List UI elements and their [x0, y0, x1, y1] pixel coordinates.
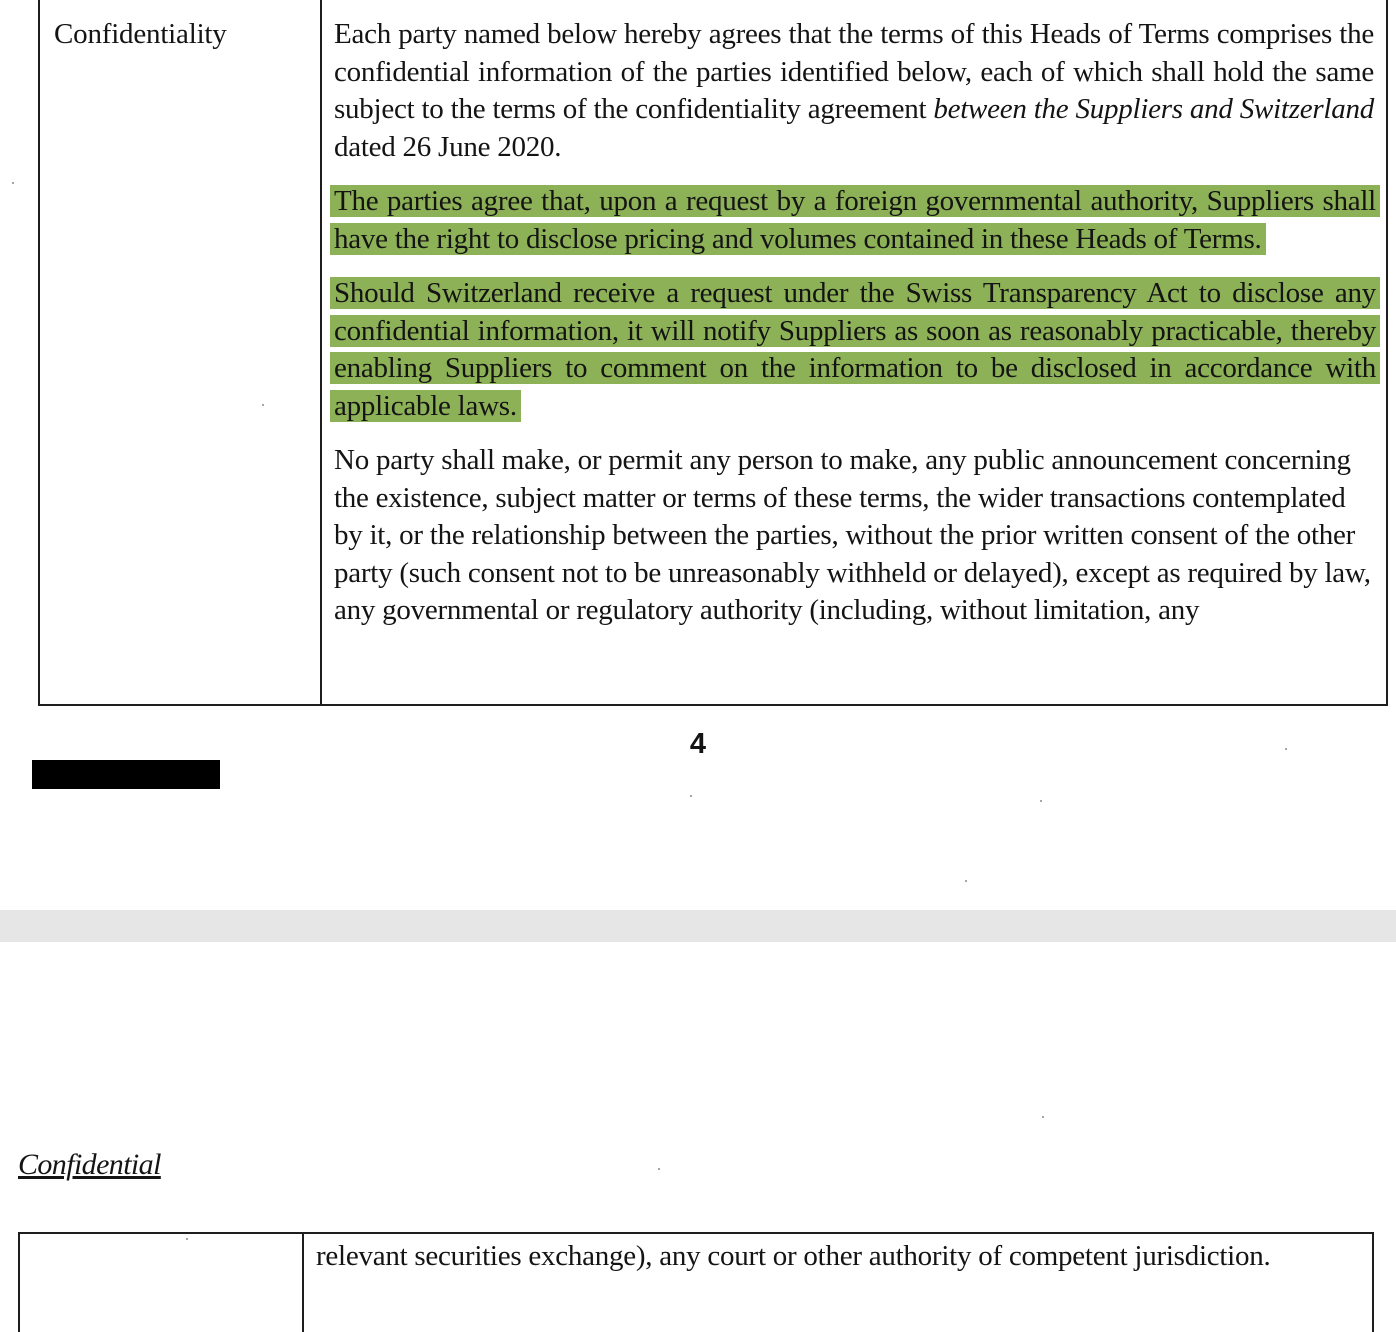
scan-speck	[1285, 748, 1287, 750]
confidentiality-clause	[334, 16, 1374, 630]
scan-speck	[12, 182, 14, 184]
redaction-box	[32, 760, 220, 789]
page-number: 4	[689, 728, 707, 760]
scan-speck	[186, 1238, 188, 1240]
highlight: The parties agree that, upon a request by a foreign governmental authority, Suppliers shall have the right to disclose pricing and volumes contained in these Heads of Terms.	[330, 185, 1380, 255]
column-divider	[302, 1234, 304, 1332]
clause-paragraph-4: No party shall make, or permit any person to make, any public announcement concerning the existence, subject matter or terms of these terms, the wider transactions contemplated by it, or the relationship between the parties, without the prior written consent of the other party (such consent not to be unreasonably withheld or delayed), except as required by law, any governmental or regulatory authority (including, without limitation, any	[334, 444, 1371, 626]
scan-speck	[1042, 1116, 1044, 1118]
terms-table-continued	[18, 1232, 1374, 1332]
scan-speck	[262, 404, 264, 406]
scan-speck	[965, 880, 967, 882]
page-separator	[0, 910, 1396, 942]
scan-speck	[658, 1168, 660, 1170]
scan-speck	[690, 795, 692, 797]
scan-speck	[1040, 800, 1042, 802]
confidential-header: Confidential	[18, 1148, 161, 1181]
highlight: Should Switzerland receive a request under the Swiss Transparency Act to disclose any confidential information, it will notify Suppliers as soon as reasonably practicable, thereby enabling Suppliers to comment on the information to be disclosed in accordance with applicable laws.	[330, 277, 1380, 422]
clause-paragraph-3-highlighted	[334, 275, 1374, 425]
row-label-confidentiality: Confidentiality	[54, 18, 227, 50]
clause-continuation: relevant securities exchange), any court or other authority of competent jurisdiction.	[316, 1240, 1271, 1272]
document-page-5	[0, 942, 1396, 1332]
column-divider	[320, 0, 322, 704]
terms-table	[38, 0, 1388, 706]
clause-paragraph-1: Each party named below hereby agrees that the terms of this Heads of Terms comprises the confidential information of the parties identified below, each of which shall hold the same subject to the terms of the confidentiality agreement between the Suppliers and Switzerland dated 26 June 2020.	[334, 18, 1374, 163]
clause-paragraph-2-highlighted	[334, 183, 1374, 258]
